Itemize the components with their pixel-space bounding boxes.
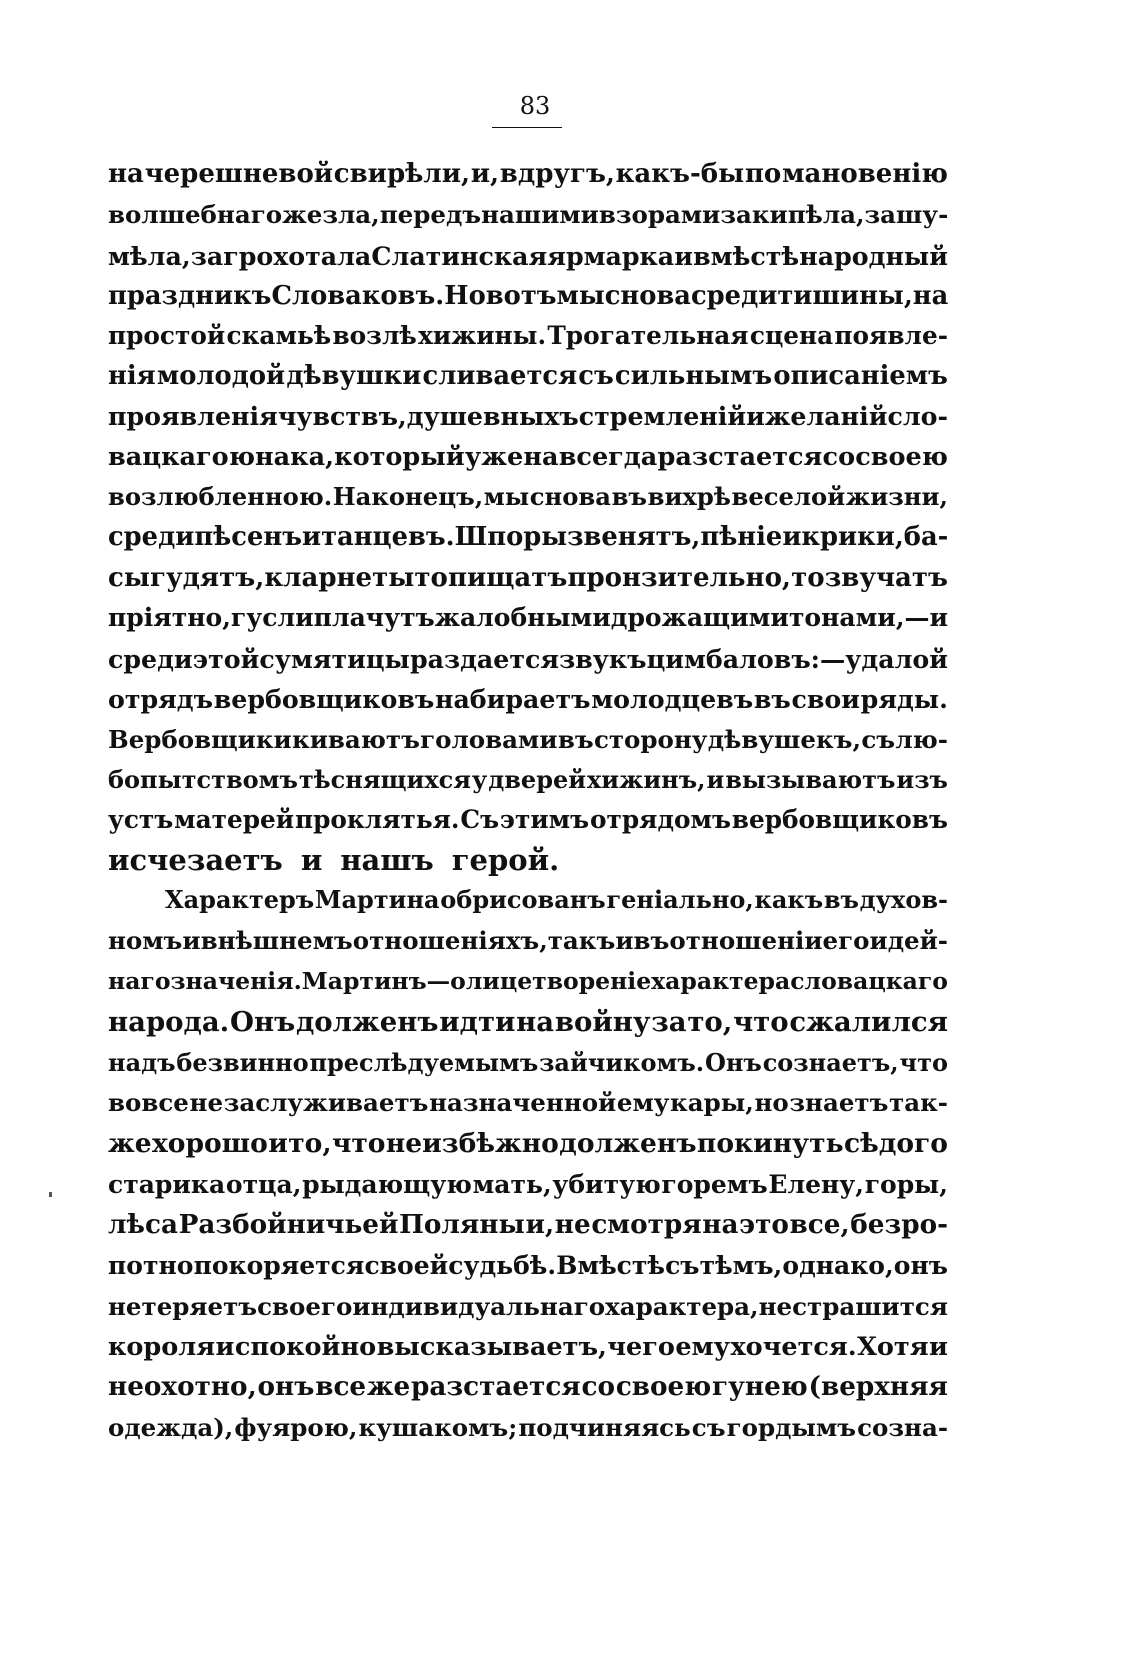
text-word: короля bbox=[108, 1332, 216, 1362]
text-word: простой bbox=[108, 321, 226, 350]
text-word: страшится bbox=[792, 1292, 948, 1321]
text-word: изъ bbox=[896, 765, 948, 794]
text-word: отношеніяхъ, bbox=[352, 926, 548, 955]
text-line bbox=[108, 440, 948, 474]
text-word: волшебнаго bbox=[108, 200, 283, 229]
text-line bbox=[108, 561, 948, 595]
text-word: среди bbox=[108, 644, 193, 674]
text-word: вмѣстѣ bbox=[693, 241, 800, 271]
text-word: отрядомъ bbox=[590, 805, 731, 834]
text-word: не bbox=[554, 1209, 591, 1240]
text-word: же bbox=[366, 1371, 411, 1402]
text-word: сло- bbox=[887, 401, 948, 431]
text-word: звучатъ bbox=[824, 563, 948, 593]
text-word: нашими bbox=[481, 200, 599, 229]
text-word: горы, bbox=[864, 1170, 948, 1199]
text-word: разстается bbox=[657, 442, 823, 472]
text-word: Шпоры bbox=[454, 522, 568, 552]
text-word: своей bbox=[364, 1251, 449, 1280]
text-line bbox=[108, 1290, 948, 1324]
text-word: своею bbox=[855, 442, 948, 472]
text-word: рыдающую bbox=[302, 1170, 472, 1199]
text-word: характера bbox=[651, 967, 791, 995]
text-line bbox=[108, 1046, 948, 1080]
text-word: сѣдого bbox=[843, 1128, 948, 1159]
text-word: неизбѣжно bbox=[385, 1128, 559, 1159]
text-word: геніально, bbox=[606, 885, 754, 914]
text-word: вацкаго bbox=[108, 442, 229, 472]
text-word: сы bbox=[108, 563, 150, 593]
text-word: теряетъ bbox=[141, 1292, 258, 1321]
text-word: черешневой bbox=[144, 159, 334, 189]
text-word: сознаетъ, bbox=[762, 1048, 899, 1077]
text-word: хорошо bbox=[152, 1128, 268, 1159]
text-word: не bbox=[108, 1292, 142, 1321]
text-word: заслуживаетъ bbox=[223, 1088, 429, 1117]
text-line bbox=[108, 1249, 948, 1283]
text-word: вызываютъ bbox=[725, 765, 896, 794]
text-word: среди bbox=[108, 522, 195, 552]
text-word: и bbox=[215, 1332, 235, 1362]
text-word: въ bbox=[611, 482, 648, 511]
text-word: молодой bbox=[156, 361, 286, 391]
text-word: набираетъ bbox=[434, 684, 591, 714]
text-word: исчезаетъ bbox=[108, 843, 283, 877]
text-word: Елену, bbox=[768, 1170, 864, 1199]
text-word: веселой bbox=[731, 482, 846, 511]
text-word: головами bbox=[420, 725, 558, 754]
text-word: тонами,—и bbox=[788, 603, 949, 632]
text-word: мановенію bbox=[781, 159, 948, 189]
text-word: мать, bbox=[472, 1170, 552, 1199]
text-word: съ bbox=[861, 725, 896, 754]
text-word: смотря bbox=[591, 1209, 702, 1240]
text-word: это bbox=[739, 1209, 789, 1240]
text-word: зайчикомъ. bbox=[539, 1048, 705, 1077]
text-word: долженъ bbox=[295, 1006, 439, 1038]
text-word: Вербовщики bbox=[108, 725, 292, 754]
text-line bbox=[108, 763, 948, 797]
text-word: и bbox=[706, 765, 725, 794]
text-word: хижинъ, bbox=[587, 765, 706, 794]
text-word: ему bbox=[675, 1332, 731, 1362]
text-word: описаніемъ bbox=[773, 361, 948, 391]
text-word: дверей bbox=[488, 765, 587, 794]
text-word: который bbox=[334, 442, 465, 472]
text-word: пріятно, bbox=[108, 603, 231, 632]
text-word: индивидуальнаго bbox=[352, 1292, 606, 1321]
text-word: такъ bbox=[547, 926, 616, 955]
text-line bbox=[108, 1168, 948, 1202]
text-word: съ bbox=[578, 361, 614, 391]
text-word: Слатинская bbox=[371, 241, 548, 271]
text-line bbox=[108, 480, 948, 514]
text-word: то bbox=[791, 563, 825, 593]
text-word: значенія. bbox=[170, 967, 302, 995]
text-word: мы bbox=[556, 281, 605, 311]
text-word: цимбаловъ:—удалой bbox=[646, 644, 948, 674]
text-line bbox=[108, 1370, 948, 1404]
text-word: сцена bbox=[749, 321, 834, 350]
text-word: сливается bbox=[422, 361, 578, 391]
text-word: его bbox=[822, 926, 870, 955]
text-word: проявленія bbox=[108, 401, 278, 431]
text-word: потно bbox=[108, 1251, 194, 1280]
text-word: старика bbox=[108, 1170, 226, 1199]
text-word: отца, bbox=[225, 1170, 302, 1199]
text-word: среди bbox=[691, 281, 778, 311]
text-word: убитую bbox=[552, 1170, 661, 1199]
text-line bbox=[108, 642, 948, 676]
text-word: Съ bbox=[460, 805, 500, 834]
text-word: съ bbox=[691, 1413, 726, 1442]
text-word: мѣла, bbox=[108, 241, 191, 271]
text-word: Хотя bbox=[857, 1332, 929, 1362]
text-word: юнака, bbox=[228, 442, 334, 472]
text-word: хижины. bbox=[418, 321, 547, 350]
text-word: чувствъ, bbox=[277, 401, 407, 431]
text-word: въ bbox=[823, 885, 859, 914]
text-line bbox=[108, 1208, 948, 1242]
text-word: пѣніе bbox=[700, 522, 783, 552]
text-line bbox=[108, 964, 948, 998]
text-word: Характеръ bbox=[165, 885, 315, 914]
text-word: снова bbox=[529, 482, 611, 511]
text-word: все bbox=[315, 1371, 367, 1402]
text-word: внѣшнемъ bbox=[200, 926, 353, 955]
text-word: же bbox=[108, 1128, 152, 1159]
text-line bbox=[108, 239, 948, 273]
text-word: пронзительно, bbox=[567, 563, 791, 593]
text-word: знаетъ bbox=[789, 1088, 889, 1117]
text-line bbox=[108, 601, 948, 635]
text-word: отрядъ bbox=[108, 684, 213, 714]
text-line bbox=[108, 198, 948, 232]
text-word: духов- bbox=[859, 885, 948, 914]
text-word: народа. bbox=[108, 1006, 230, 1038]
text-word: и, bbox=[525, 1209, 555, 1240]
text-word: наго bbox=[108, 967, 171, 995]
text-word: кушакомъ; bbox=[358, 1413, 518, 1442]
text-line bbox=[108, 843, 948, 877]
text-word: закипѣла, bbox=[720, 200, 865, 229]
text-word: все, bbox=[789, 1209, 850, 1240]
text-word: высказываетъ, bbox=[376, 1332, 607, 1362]
text-word: тѣснящихся bbox=[298, 765, 471, 794]
text-word: Разбойничьей bbox=[178, 1209, 399, 1240]
text-word: гордымъ bbox=[726, 1413, 857, 1442]
text-line bbox=[108, 1005, 948, 1039]
text-word: вербовщиковъ bbox=[213, 684, 435, 714]
text-word: загрохотала bbox=[190, 241, 372, 271]
text-line bbox=[108, 399, 948, 433]
text-word: Наконецъ, bbox=[332, 482, 484, 511]
text-word: праздникъ bbox=[108, 281, 272, 311]
text-word: въ bbox=[557, 725, 594, 754]
text-word: со bbox=[822, 442, 856, 472]
text-word: идей- bbox=[869, 926, 948, 955]
text-word: то bbox=[414, 563, 448, 593]
text-word: устъ bbox=[108, 805, 174, 834]
text-word: дѣвушки bbox=[286, 361, 422, 391]
text-word: танцевъ. bbox=[321, 522, 455, 552]
text-word: подчиняясь bbox=[518, 1413, 691, 1442]
text-word: этимъ bbox=[499, 805, 590, 834]
text-word: возлюбленною. bbox=[108, 482, 333, 511]
text-word: и, bbox=[470, 159, 500, 189]
text-word: не bbox=[758, 1292, 793, 1321]
text-word: одежда), bbox=[108, 1413, 234, 1442]
text-word: что bbox=[733, 1006, 789, 1038]
text-word: на bbox=[108, 159, 144, 189]
text-word: у bbox=[471, 765, 488, 794]
text-word: Словаковъ. bbox=[271, 281, 445, 311]
text-word: молодцевъ bbox=[591, 684, 754, 714]
text-line bbox=[108, 803, 948, 837]
text-word: раздается bbox=[409, 644, 560, 674]
text-word: вотъ bbox=[485, 281, 557, 311]
text-word: безро- bbox=[850, 1209, 948, 1240]
text-word: и bbox=[746, 401, 765, 431]
text-word: Но bbox=[444, 281, 486, 311]
text-word: преслѣдуемымъ bbox=[309, 1048, 539, 1077]
text-word: матерей bbox=[174, 805, 295, 834]
text-word: что bbox=[899, 1048, 948, 1077]
text-line bbox=[108, 520, 948, 554]
text-word: лю- bbox=[895, 725, 948, 754]
text-word: жезла, bbox=[282, 200, 380, 229]
text-word: и bbox=[268, 1128, 288, 1159]
text-word: плачутъ bbox=[313, 603, 435, 632]
text-word: и bbox=[301, 522, 322, 552]
text-word: снова bbox=[604, 281, 691, 311]
text-word: передъ bbox=[379, 200, 482, 229]
text-word: на bbox=[523, 442, 559, 472]
text-word: идти bbox=[439, 1006, 516, 1038]
text-word: проклятья. bbox=[294, 805, 460, 834]
text-word: жалобными bbox=[434, 603, 611, 632]
text-word: звенятъ, bbox=[567, 522, 701, 552]
text-word: сильнымъ bbox=[614, 361, 773, 391]
text-line bbox=[108, 1411, 948, 1445]
text-word: гунею bbox=[712, 1371, 808, 1402]
text-word: тишины, bbox=[777, 281, 913, 311]
text-line bbox=[108, 157, 948, 191]
text-word: надъ bbox=[108, 1048, 176, 1077]
text-word: отношеніи bbox=[669, 926, 823, 955]
text-line bbox=[108, 924, 948, 958]
text-word: дрожащими bbox=[610, 603, 789, 632]
text-word: Мартина bbox=[314, 885, 440, 914]
text-word: однако, bbox=[782, 1251, 894, 1280]
text-word: хочется. bbox=[730, 1332, 857, 1362]
text-word: и bbox=[300, 843, 323, 877]
text-word: гудятъ, bbox=[150, 563, 265, 593]
text-word: спокойно bbox=[234, 1332, 377, 1362]
text-word: и bbox=[782, 522, 802, 552]
text-word: онъ bbox=[257, 1371, 315, 1402]
text-word: на bbox=[702, 1209, 739, 1240]
text-word: ярмарка bbox=[547, 241, 675, 271]
text-word: ряды. bbox=[860, 684, 948, 714]
text-word: звукъ bbox=[559, 644, 647, 674]
text-word: (верхняя bbox=[808, 1371, 948, 1402]
text-word: бопытствомъ bbox=[108, 765, 298, 794]
text-word: мы bbox=[483, 482, 530, 511]
text-word: какъ bbox=[754, 885, 824, 914]
text-word: скамьѣ bbox=[226, 321, 332, 350]
text-word: нія bbox=[108, 361, 156, 391]
text-word: чего bbox=[607, 1332, 675, 1362]
text-word: и bbox=[615, 926, 634, 955]
text-word: Вмѣстѣ bbox=[556, 1251, 665, 1280]
text-line bbox=[108, 1086, 948, 1120]
text-word: своею bbox=[615, 1371, 712, 1402]
page-number: 83 bbox=[519, 92, 551, 120]
text-word: вовсе bbox=[108, 1088, 189, 1117]
text-word: долженъ bbox=[559, 1128, 697, 1159]
text-word: вдругъ, bbox=[499, 159, 615, 189]
text-word: покоряется bbox=[193, 1251, 365, 1280]
text-word: на bbox=[516, 1006, 555, 1038]
text-word: судьбѣ. bbox=[448, 1251, 557, 1280]
text-line bbox=[108, 1330, 948, 1364]
text-word: онъ bbox=[893, 1251, 948, 1280]
text-word: сжалился bbox=[789, 1006, 948, 1038]
text-word: въ bbox=[753, 684, 791, 714]
text-word: съ bbox=[665, 1251, 700, 1280]
text-word: дѣвушекъ, bbox=[707, 725, 861, 754]
text-word: киваютъ bbox=[292, 725, 420, 754]
text-word: фуярою, bbox=[234, 1413, 358, 1442]
text-word: гусли bbox=[230, 603, 314, 632]
text-word: вербовщиковъ bbox=[731, 805, 948, 834]
text-word: кары, bbox=[670, 1088, 754, 1117]
text-word: со bbox=[581, 1371, 616, 1402]
text-word: характера, bbox=[605, 1292, 759, 1321]
text-word: по bbox=[744, 159, 782, 189]
text-word: номъ bbox=[108, 926, 183, 955]
text-word: Поляны bbox=[399, 1209, 525, 1240]
text-word: на bbox=[912, 281, 949, 311]
text-word: Мартинъ—олицетвореніе bbox=[301, 967, 652, 995]
text-word: ему bbox=[616, 1088, 670, 1117]
text-word: что bbox=[331, 1128, 386, 1159]
text-word: вихрѣ bbox=[647, 482, 731, 511]
text-line bbox=[165, 883, 948, 917]
text-word: горемъ bbox=[661, 1170, 768, 1199]
text-word: уже bbox=[464, 442, 524, 472]
text-line bbox=[108, 723, 948, 757]
text-word: словацкаго bbox=[790, 967, 948, 995]
text-word: неохотно, bbox=[108, 1371, 257, 1402]
text-word: своего bbox=[257, 1292, 353, 1321]
text-word: разстается bbox=[410, 1371, 581, 1402]
text-word: стремленій bbox=[578, 401, 747, 431]
text-word: так- bbox=[889, 1088, 948, 1117]
text-word: безвинно bbox=[176, 1048, 309, 1077]
text-word: за bbox=[651, 1006, 687, 1038]
text-word: Онъ bbox=[230, 1006, 296, 1038]
text-line bbox=[108, 359, 948, 393]
text-word: свирѣли, bbox=[333, 159, 471, 189]
text-word: сумятицы bbox=[259, 644, 410, 674]
text-word: то, bbox=[687, 1006, 733, 1038]
text-word: народный bbox=[799, 241, 948, 271]
text-word: войну bbox=[554, 1006, 651, 1038]
text-word: лѣса bbox=[108, 1209, 178, 1240]
text-word: желаній bbox=[764, 401, 888, 431]
text-word: и bbox=[182, 926, 201, 955]
text-word: зашу- bbox=[864, 200, 949, 229]
text-word: появле- bbox=[834, 321, 948, 350]
text-word: пищатъ bbox=[447, 563, 568, 593]
text-word: въ bbox=[633, 926, 670, 955]
text-word: ба- bbox=[903, 522, 949, 552]
text-word: обрисованъ bbox=[440, 885, 606, 914]
text-word: свои bbox=[791, 684, 860, 714]
text-word: Онъ bbox=[704, 1048, 762, 1077]
text-word: какъ-бы bbox=[615, 159, 745, 189]
text-word: сторону bbox=[593, 725, 708, 754]
text-word: то, bbox=[288, 1128, 332, 1159]
text-line bbox=[108, 1127, 948, 1161]
text-word: Трогательная bbox=[547, 321, 749, 350]
text-word: пѣсенъ bbox=[194, 522, 302, 552]
text-line bbox=[108, 682, 948, 716]
text-word: жизни, bbox=[845, 482, 948, 511]
text-word: взорами bbox=[598, 200, 721, 229]
text-word: назначенной bbox=[429, 1088, 617, 1117]
text-word: всегда bbox=[558, 442, 658, 472]
text-line bbox=[108, 279, 948, 313]
text-word: душевныхъ bbox=[406, 401, 579, 431]
text-word: возлѣ bbox=[332, 321, 417, 350]
text-word: этой bbox=[192, 644, 260, 674]
text-word: и bbox=[928, 1332, 948, 1362]
scan-speck bbox=[49, 1192, 52, 1197]
text-word: герой. bbox=[451, 843, 560, 877]
text-word: созна- bbox=[857, 1413, 948, 1442]
text-word: кларнеты bbox=[264, 563, 415, 593]
text-word: нашъ bbox=[340, 843, 434, 877]
text-line bbox=[108, 319, 948, 353]
text-word: и bbox=[674, 241, 694, 271]
text-word: не bbox=[189, 1088, 224, 1117]
text-word: крики, bbox=[801, 522, 904, 552]
text-word: покинуть bbox=[696, 1128, 844, 1159]
text-word: тѣмъ, bbox=[699, 1251, 783, 1280]
text-word: но bbox=[754, 1088, 789, 1117]
